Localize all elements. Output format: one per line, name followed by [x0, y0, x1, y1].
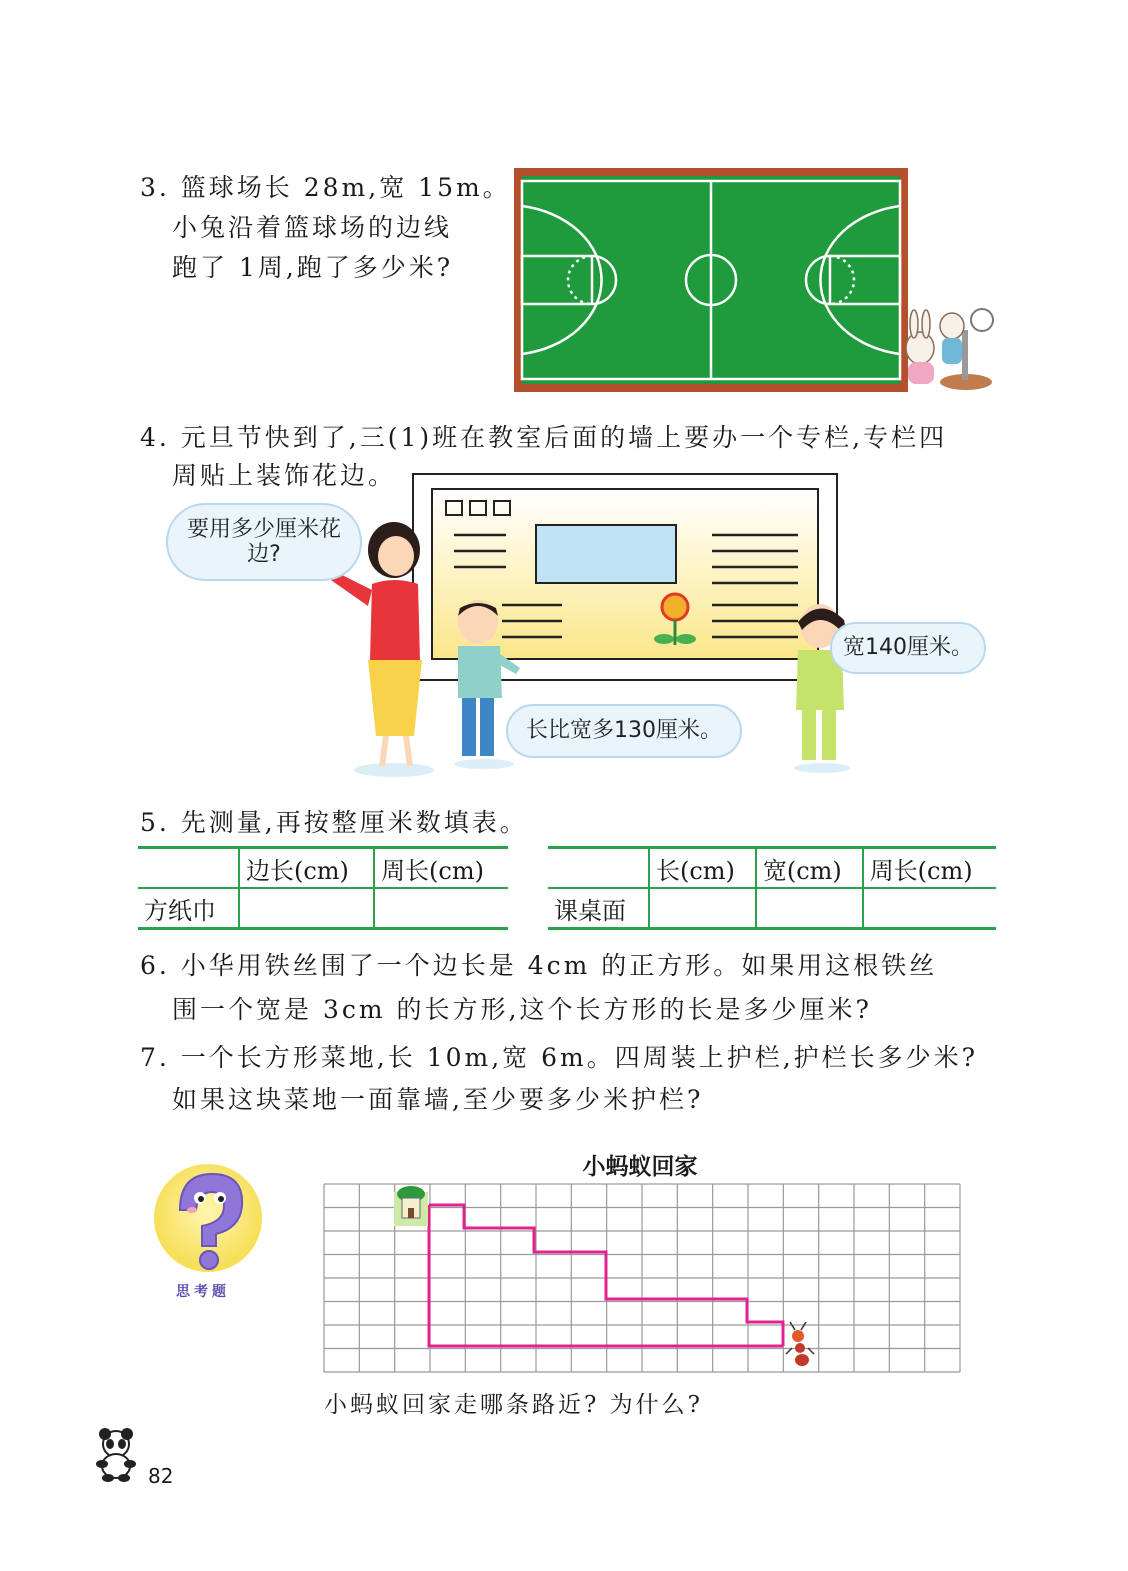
panda-icon: [92, 1428, 142, 1484]
table-row-label: 方纸巾: [138, 888, 239, 929]
page-number: 82: [148, 1464, 174, 1488]
basketball-court-illustration: [514, 168, 908, 392]
problem-7-line-1: 7. 一个长方形菜地,长 10m,宽 6m。四周装上护栏,护栏长多少米?: [140, 1043, 979, 1072]
table-header-side-length: 边长(cm): [239, 848, 374, 889]
rabbit-illustration: [886, 300, 996, 392]
thinking-badge-label: 思考题: [176, 1284, 230, 1300]
problem-6-line-1: 6. 小华用铁丝围了一个边长是 4cm 的正方形。如果用这根铁丝: [140, 951, 938, 980]
answer-cell-width[interactable]: [756, 888, 863, 929]
problem-4-line-1: 4. 元旦节快到了,三(1)班在教室后面的墙上要办一个专栏,专栏四: [140, 423, 948, 452]
teacher-speech-bubble: 要用多少厘米花边?: [166, 503, 362, 581]
answer-cell-perimeter[interactable]: [374, 888, 508, 929]
table-header-width: 宽(cm): [756, 848, 863, 889]
problem-3-line-2: 小兔沿着篮球场的边线: [172, 213, 453, 242]
table-header-length: 长(cm): [649, 848, 756, 889]
table-row-label: 课桌面: [548, 888, 649, 929]
answer-cell-length[interactable]: [649, 888, 756, 929]
problem-7-line-2: 如果这块菜地一面靠墙,至少要多少米护栏?: [172, 1085, 704, 1114]
grid-title: 小蚂蚁回家: [582, 1154, 698, 1180]
ant-path-grid: [322, 1182, 962, 1374]
problem-4-line-2: 周贴上装饰花边。: [172, 461, 397, 490]
ant-icon: [786, 1322, 814, 1366]
table-header-blank: [138, 848, 239, 889]
table-header-perimeter: 周长(cm): [863, 848, 996, 889]
table-desk-surface: [548, 846, 996, 930]
problem-5-line: 5. 先测量,再按整厘米数填表。: [140, 808, 528, 837]
house-icon: [394, 1186, 428, 1226]
table-header-perimeter: 周长(cm): [374, 848, 508, 889]
thinking-question-badge-icon: [150, 1160, 270, 1300]
problem-6-line-2: 围一个宽是 3cm 的长方形,这个长方形的长是多少厘米?: [172, 995, 872, 1024]
table-header-blank: [548, 848, 649, 889]
ant-question: 小蚂蚁回家走哪条路近? 为什么?: [324, 1392, 703, 1418]
problem-3-line-1: 3. 篮球场长 28m,宽 15m。: [140, 173, 511, 202]
girl-speech-bubble: 宽140厘米。: [830, 622, 986, 674]
problem-3-line-3: 跑了 1周,跑了多少米?: [172, 253, 454, 282]
answer-cell-perimeter[interactable]: [863, 888, 996, 929]
table-square-napkin: [138, 846, 508, 930]
boy-speech-bubble: 长比宽多130厘米。: [506, 704, 742, 758]
answer-cell-side-length[interactable]: [239, 888, 374, 929]
